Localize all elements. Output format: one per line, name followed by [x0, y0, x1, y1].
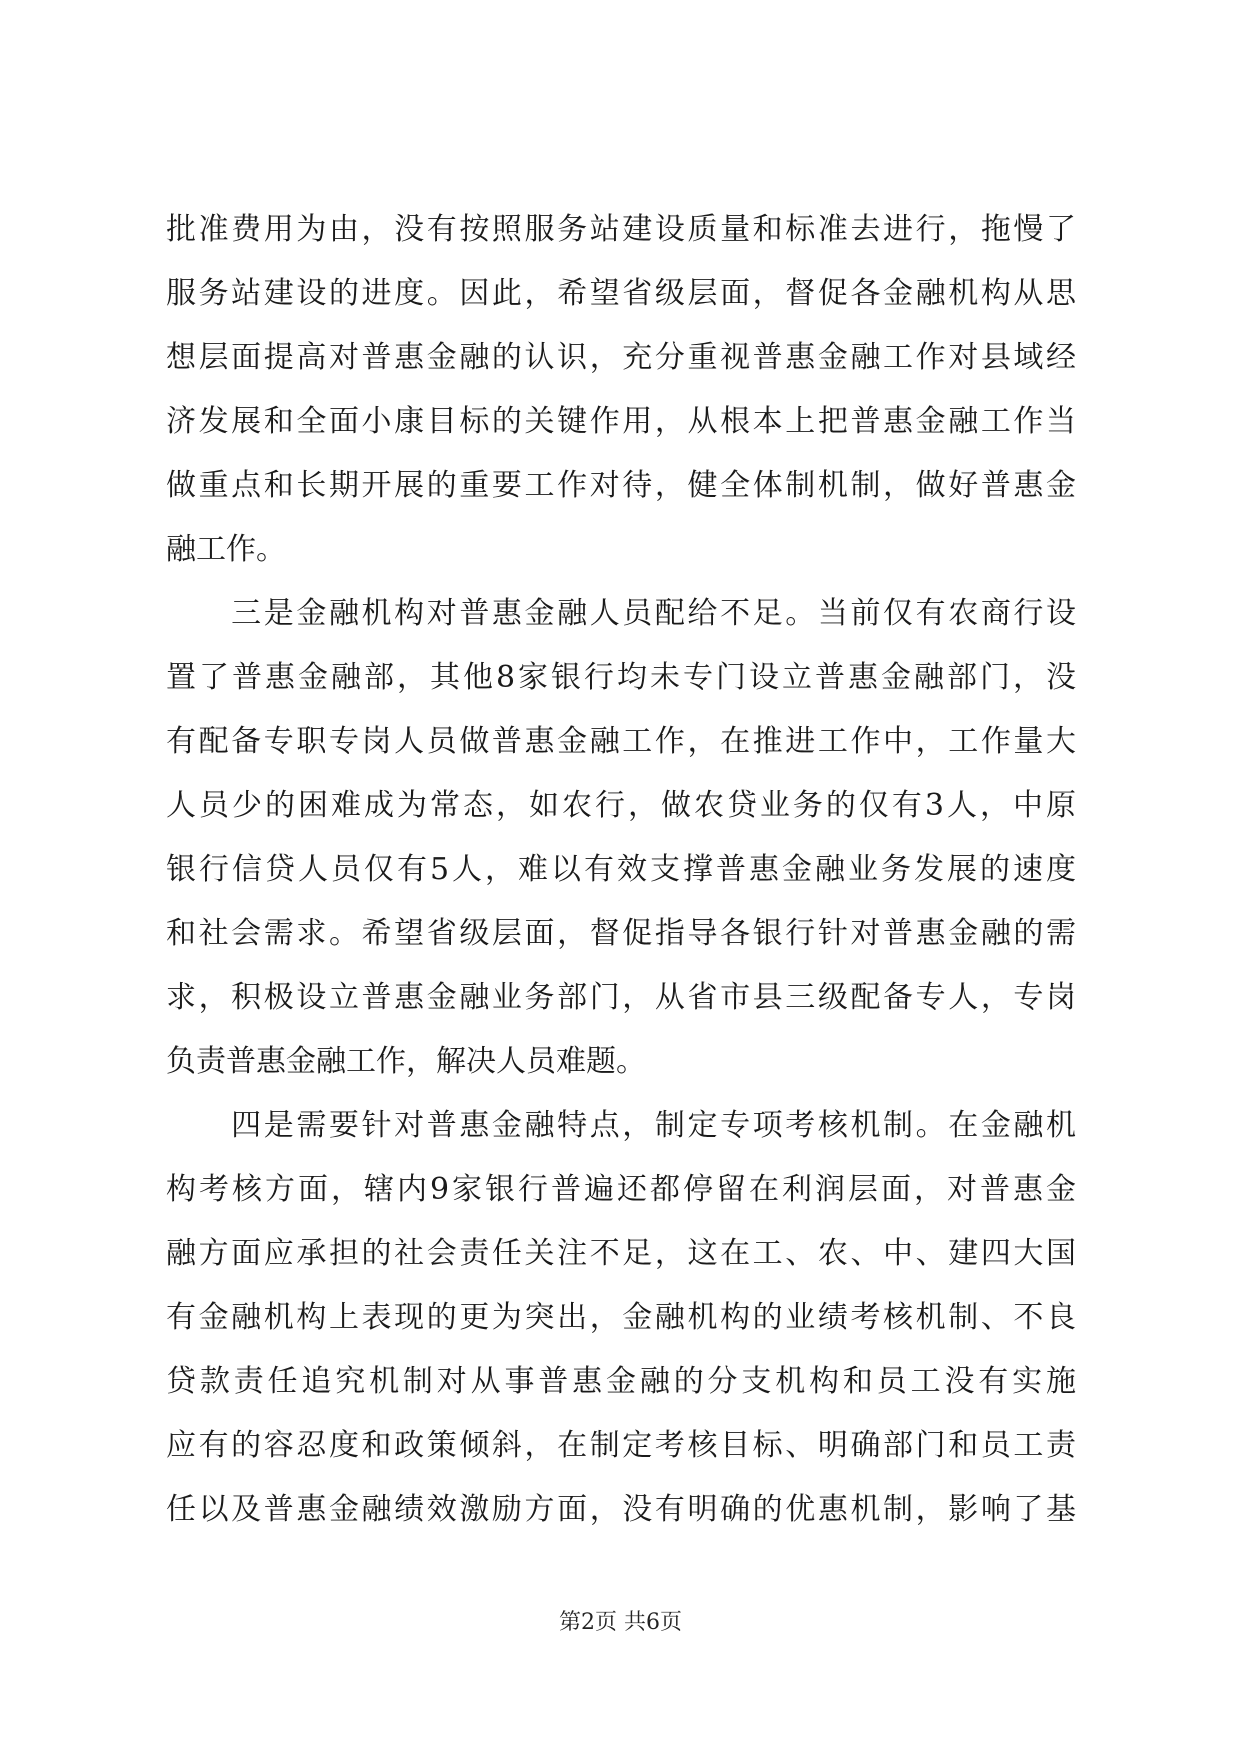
page-indicator: 第2页 共6页 — [559, 1610, 682, 1635]
text-line: 融方面应承担的社会责任关注不足，这在工、农、中、建四大国 — [166, 1236, 1076, 1271]
text-line: 求，积极设立普惠金融业务部门，从省市县三级配备专人，专岗 — [166, 980, 1076, 1015]
text-line: 人员少的困难成为常态，如农行，做农贷业务的仅有3人，中原 — [166, 788, 1076, 823]
text-line: 服务站建设的进度。因此，希望省级层面，督促各金融机构从思 — [166, 276, 1076, 311]
text-line: 置了普惠金融部，其他8家银行均未专门设立普惠金融部门，没 — [166, 660, 1076, 695]
text-line: 做重点和长期开展的重要工作对待，健全体制机制，做好普惠金 — [166, 468, 1076, 503]
text-line: 银行信贷人员仅有5人，难以有效支撑普惠金融业务发展的速度 — [166, 852, 1076, 887]
text-line: 四是需要针对普惠金融特点，制定专项考核机制。在金融机 — [166, 1108, 1076, 1143]
text-line: 融工作。 — [166, 532, 286, 567]
text-line: 应有的容忍度和政策倾斜，在制定考核目标、明确部门和员工责 — [166, 1428, 1076, 1463]
document-body — [166, 198, 1076, 1542]
paragraph-1 — [166, 198, 1076, 582]
text-line: 构考核方面，辖内9家银行普遍还都停留在利润层面，对普惠金 — [166, 1172, 1076, 1207]
text-line: 想层面提高对普惠金融的认识，充分重视普惠金融工作对县域经 — [166, 340, 1076, 375]
text-line: 有金融机构上表现的更为突出，金融机构的业绩考核机制、不良 — [166, 1300, 1076, 1335]
text-line: 济发展和全面小康目标的关键作用，从根本上把普惠金融工作当 — [166, 404, 1076, 439]
text-line: 三是金融机构对普惠金融人员配给不足。当前仅有农商行设 — [166, 596, 1076, 631]
text-line: 有配备专职专岗人员做普惠金融工作，在推进工作中，工作量大 — [166, 724, 1076, 759]
page-footer — [0, 1608, 1241, 1638]
text-line: 负责普惠金融工作，解决人员难题。 — [166, 1044, 646, 1079]
paragraph-2 — [166, 582, 1076, 1094]
paragraph-3 — [166, 1094, 1076, 1542]
text-line: 和社会需求。希望省级层面，督促指导各银行针对普惠金融的需 — [166, 916, 1076, 951]
text-line: 贷款责任追究机制对从事普惠金融的分支机构和员工没有实施 — [166, 1364, 1076, 1399]
text-line: 任以及普惠金融绩效激励方面，没有明确的优惠机制，影响了基 — [166, 1492, 1076, 1527]
text-line: 批准费用为由，没有按照服务站建设质量和标准去进行，拖慢了 — [166, 212, 1076, 247]
